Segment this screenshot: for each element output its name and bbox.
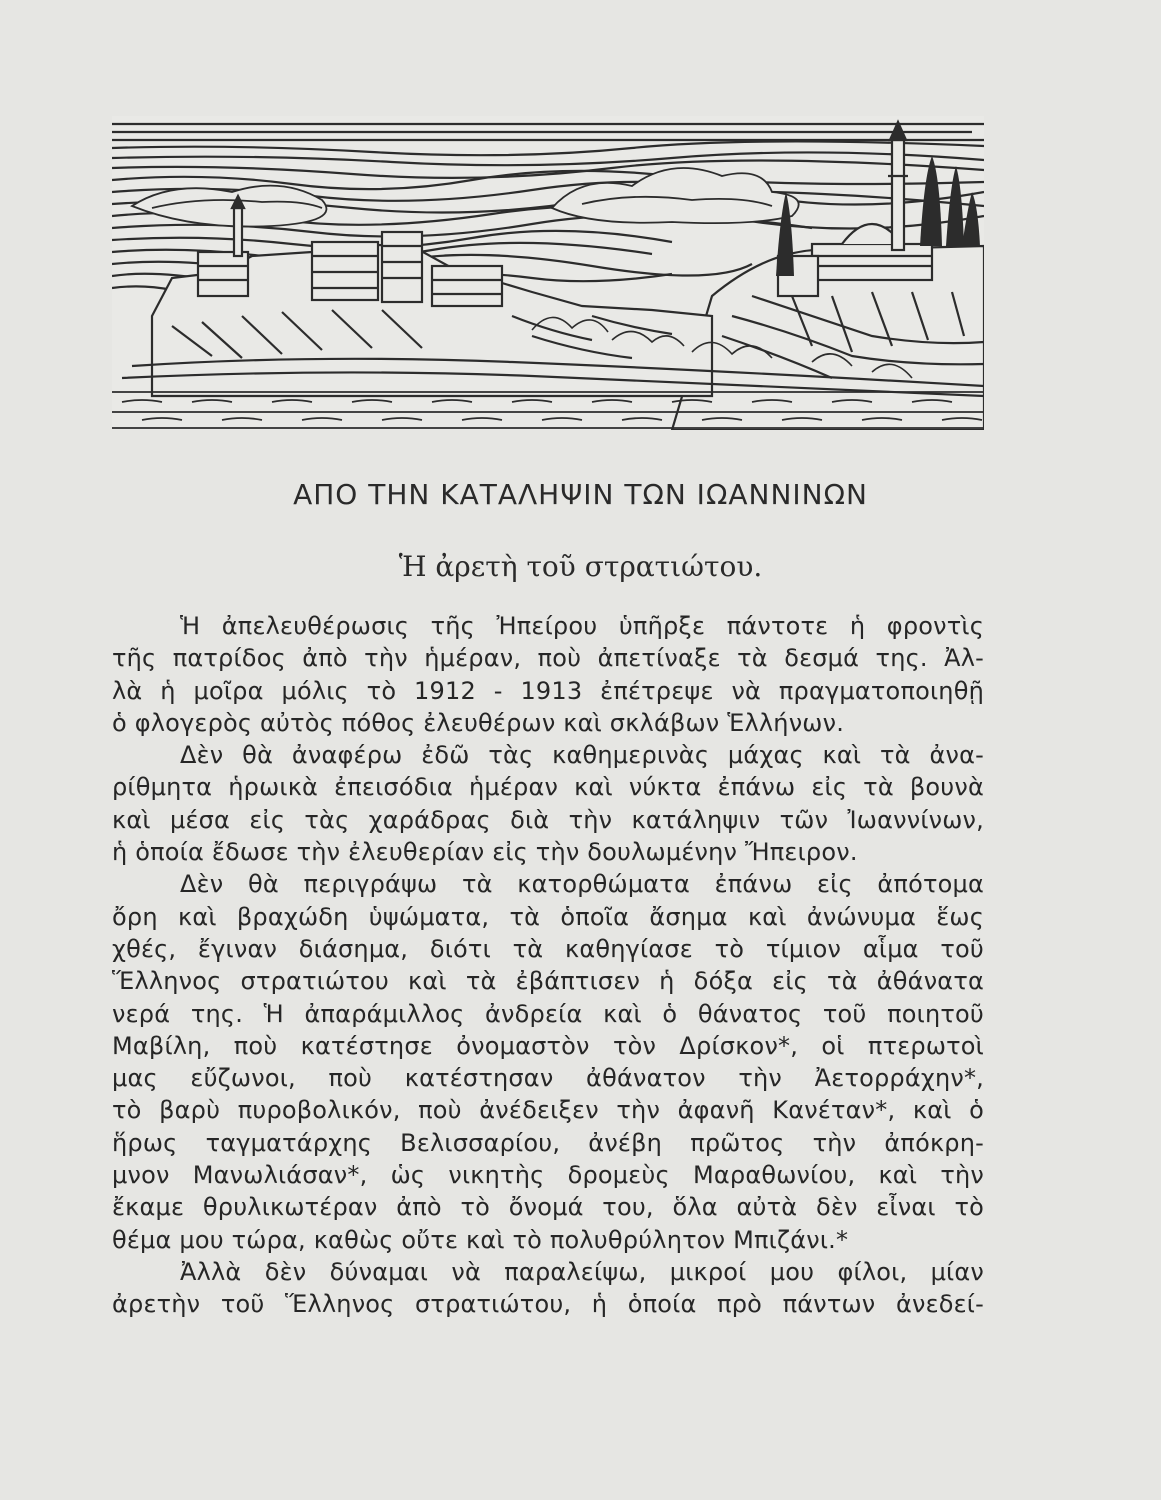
text-line: μνον Μανωλιάσαν*, ὡς νικητὴς δρομεὺς Μαραθωνίου, καὶ τὴν: [112, 1161, 984, 1190]
text-line: ἥρως ταγματάρχης Βελισσαρίου, ἀνέβη πρῶτος τὴν ἀπόκρη-: [112, 1128, 984, 1157]
text-line: Δὲν θὰ ἀναφέρω ἐδῶ τὰς καθημερινὰς μάχας καὶ τὰ ἀνα-: [180, 741, 984, 770]
text-line: Ἕλληνος στρατιώτου καὶ τὰ ἐβάπτισεν ἡ δόξα εἰς τὰ ἀθάνατα: [112, 967, 984, 996]
text-line: τῆς πατρίδος ἀπὸ τὴν ἡμέραν, ποὺ ἀπετίναξε τὰ δεσμά της. Ἀλ-: [112, 644, 984, 673]
text-line: Ἡ ἀπελευθέρωσις τῆς Ἠπείρου ὑπῆρξε πάντοτε ἡ φροντὶς: [180, 612, 984, 640]
text-line: λὰ ἡ μοῖρα μόλις τὸ 1912 - 1913 ἐπέτρεψε νὰ πραγματοποιηθῇ: [112, 676, 984, 705]
text-line: τὸ βαρὺ πυροβολικόν, ποὺ ἀνέδειξεν τὴν ἀφανῆ Κανέταν*, καὶ ὁ: [112, 1096, 984, 1125]
body-text: [112, 610, 984, 1321]
text-line: μας εὔζωνοι, ποὺ κατέστησαν ἀθάνατον τὴν Ἀετορράχην*,: [112, 1064, 984, 1093]
text-line: νερά της. Ἡ ἀπαράμιλλος ἀνδρεία καὶ ὁ θάνατος τοῦ ποιητοῦ: [112, 999, 984, 1028]
text-line: χθές, ἔγιναν διάσημα, διότι τὰ καθηγίασε τὸ τίμιον αἷμα τοῦ: [112, 934, 984, 963]
section-subtitle: Ἡ ἀρετὴ τοῦ στρατιώτου.: [398, 550, 763, 583]
text-line: ἀρετὴν τοῦ Ἕλληνος στρατιώτου, ἡ ὁποία πρὸ πάντων ἀνεδεί-: [112, 1290, 984, 1319]
landscape-engraving-icon: [112, 96, 984, 430]
text-line: ὁ φλογερὸς αὐτὸς πόθος ἐλευθέρων καὶ σκλάβων Ἑλλήνων.: [112, 708, 845, 737]
page-title: ΑΠΟ ΤΗΝ ΚΑΤΑΛΗΨΙΝ ΤΩΝ ΙΩΑΝΝΙΝΩΝ: [293, 478, 868, 511]
text-line: Δὲν θὰ περιγράψω τὰ κατορθώματα ἐπάνω εἰς ἀπότομα: [180, 870, 984, 899]
text-line: ἔκαμε θρυλικωτέραν ἀπὸ τὸ ὄνομά του, ὅλα αὐτὰ δὲν εἶναι τὸ: [112, 1193, 984, 1222]
text-line: Ἀλλὰ δὲν δύναμαι νὰ παραλείψω, μικροί μου φίλοι, μίαν: [180, 1257, 984, 1286]
text-line: θέμα μου τώρα, καθὼς οὔτε καὶ τὸ πολυθρύλητον Μπιζάνι.*: [112, 1225, 849, 1254]
text-line: ὄρη καὶ βραχώδη ὑψώματα, τὰ ὁποῖα ἄσημα καὶ ἀνώνυμα ἕως: [112, 902, 984, 931]
text-line: Μαβίλη, ποὺ κατέστησε ὀνομαστὸν τὸν Δρίσκον*, οἱ πτερωτοὶ: [112, 1031, 984, 1060]
text-line: ἡ ὁποία ἔδωσε τὴν ἐλευθερίαν εἰς τὴν δουλωμένην Ἤπειρον.: [112, 838, 858, 867]
text-line: καὶ μέσα εἰς τὰς χαράδρας διὰ τὴν κατάληψιν τῶν Ἰωαννίνων,: [112, 805, 984, 834]
text-line: ρίθμητα ἡρωικὰ ἐπεισόδια ἡμέραν καὶ νύκτα ἐπάνω εἰς τὰ βουνὰ: [112, 773, 984, 802]
